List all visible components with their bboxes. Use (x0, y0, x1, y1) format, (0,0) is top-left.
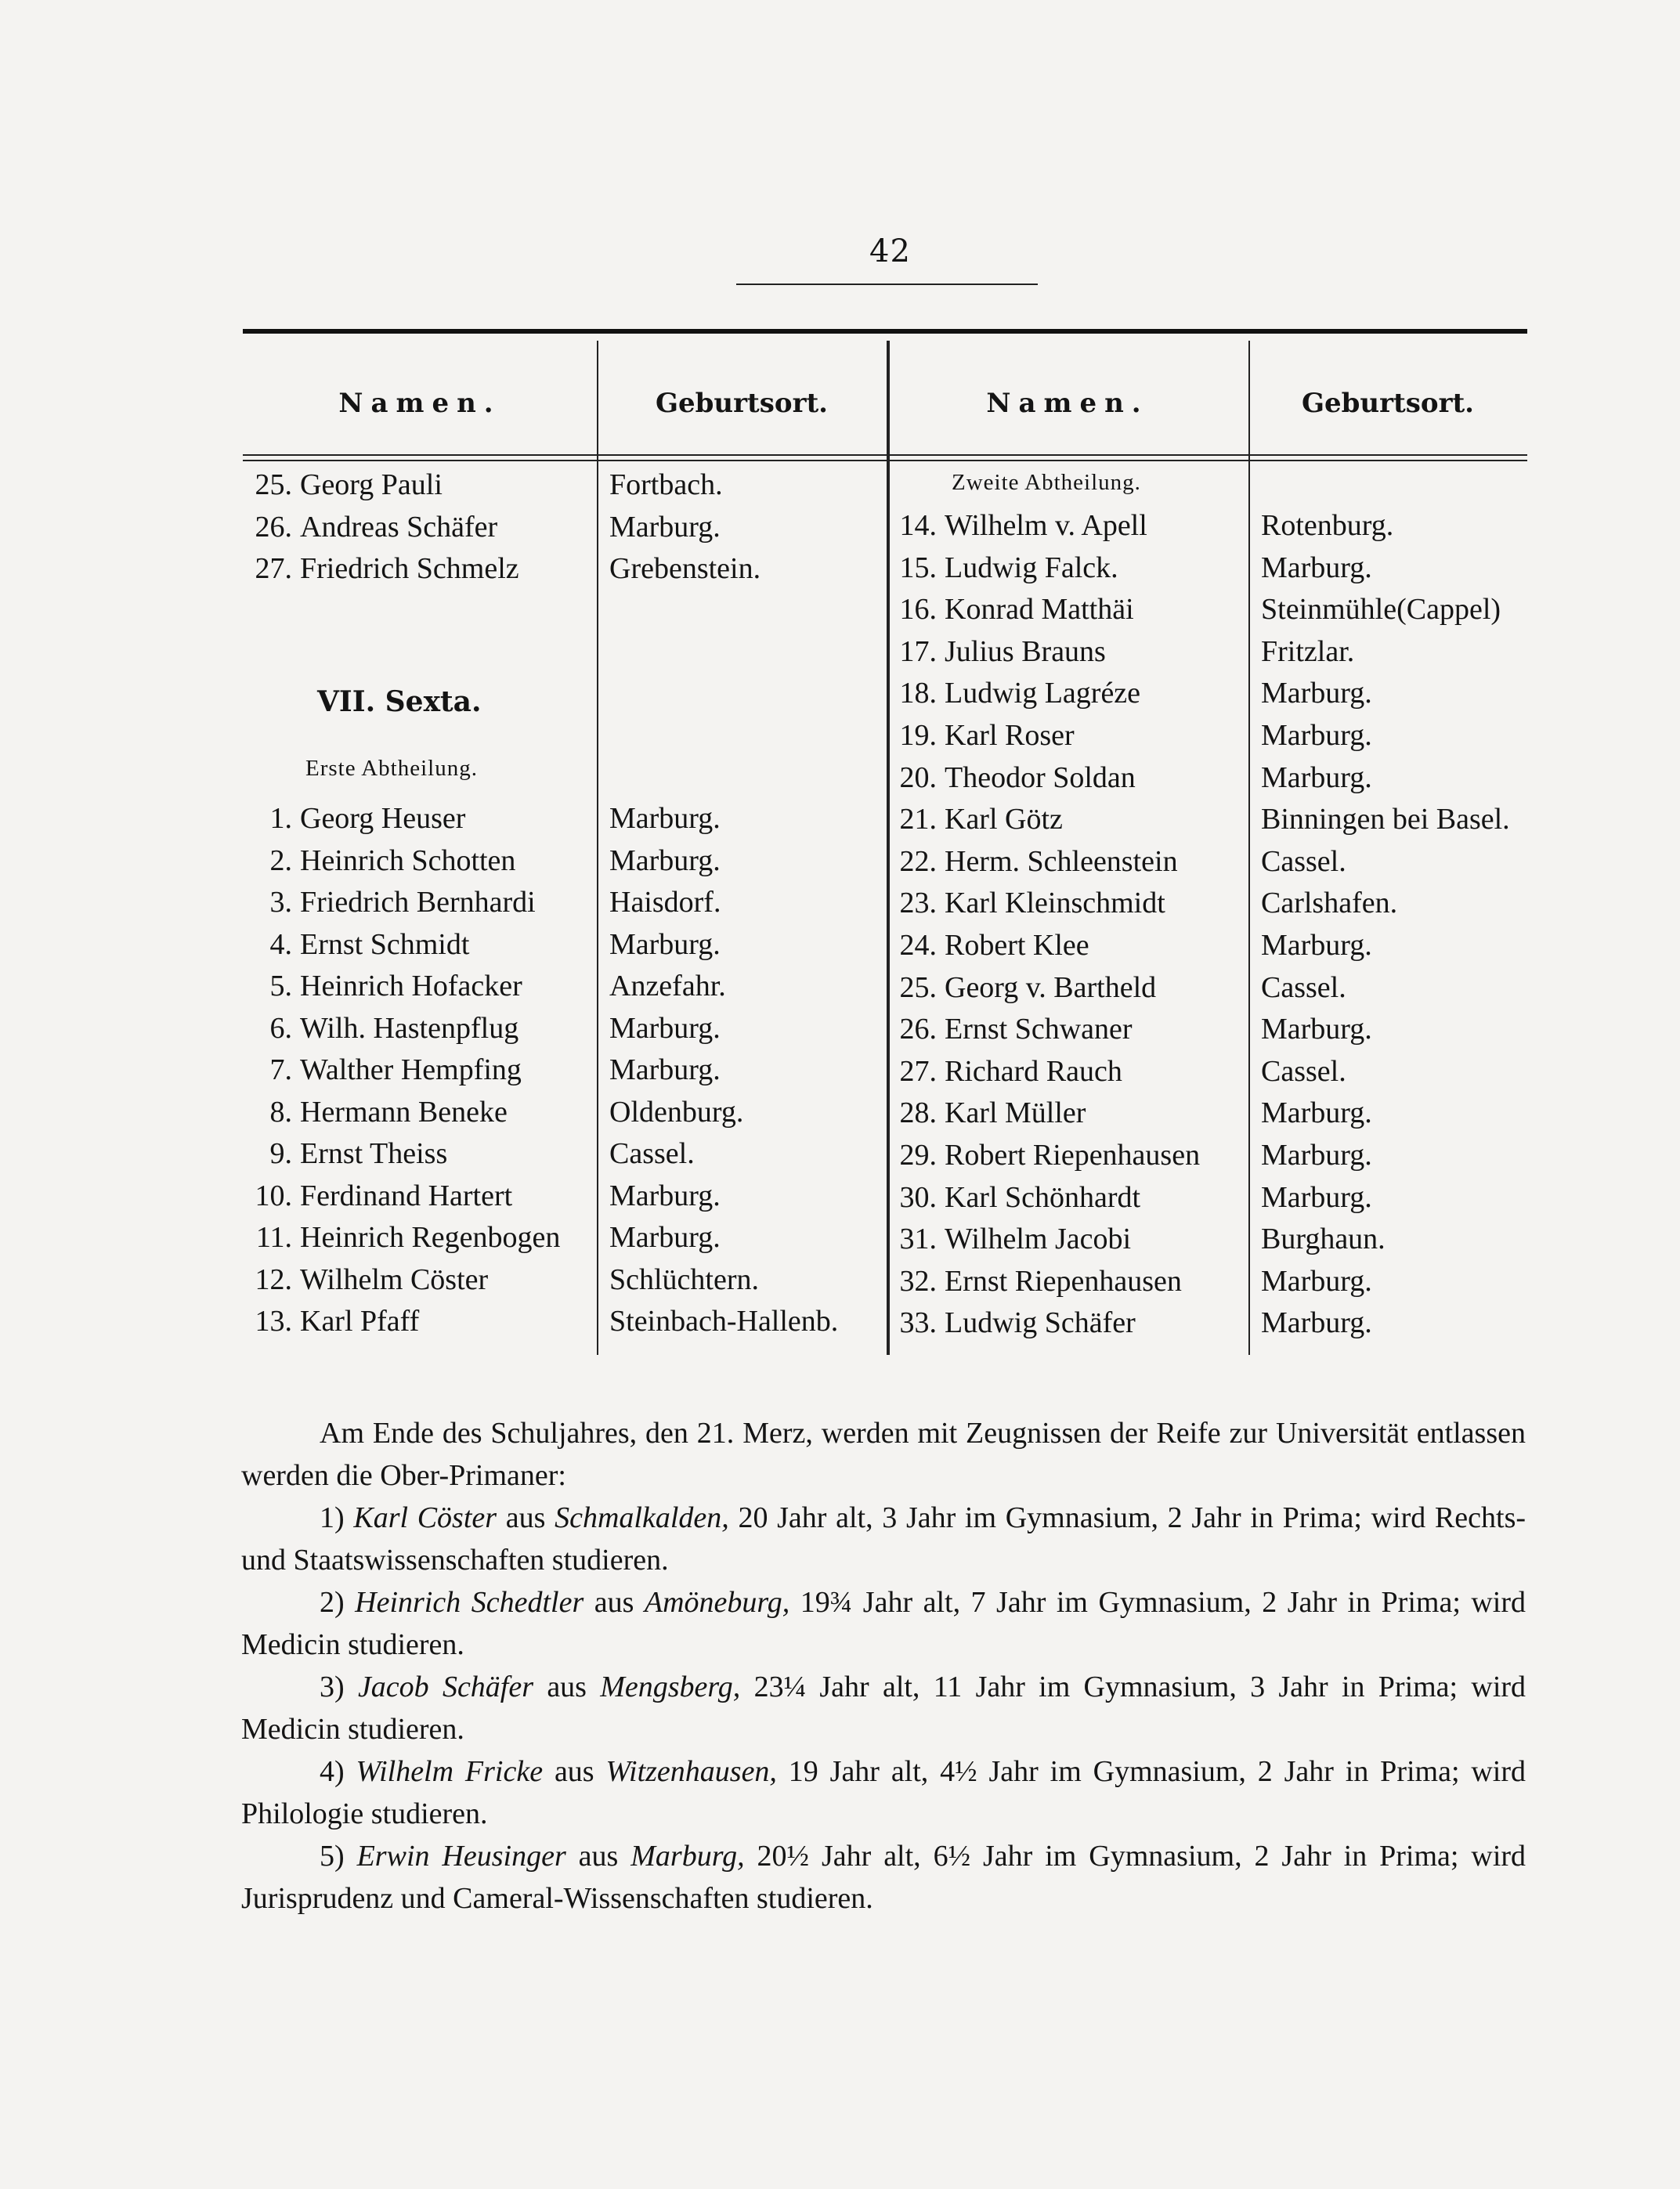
table-row (883, 1134, 1200, 1176)
student-name: Robert Riepenhausen (945, 1139, 1201, 1172)
row-number: 25. (899, 970, 937, 1004)
birthplace: Fortbach. (609, 468, 723, 501)
student-name: Wilhelm Cöster (300, 1262, 489, 1296)
row-number: 20. (899, 760, 937, 794)
row-number: 13. (255, 1305, 292, 1338)
row-number: 2. (269, 843, 292, 877)
student-name: Friedrich Schmelz (300, 552, 519, 585)
section-subtitle: Erste Abtheilung. (305, 756, 478, 781)
table-row (883, 672, 1140, 714)
row-number: 17. (899, 634, 937, 668)
student-name: Karl Pfaff (300, 1305, 420, 1338)
row-number: 32. (899, 1264, 937, 1298)
hometown: Amöneburg, (644, 1586, 790, 1619)
table-row (883, 966, 1156, 1009)
table-row (239, 923, 469, 966)
graduate-details: 20 Jahr alt, 3 Jahr im Gymnasium, 2 Jahr in Prima; wird Rechts- und Staatswissenschaften studieren. (241, 1501, 1526, 1577)
student-name: Georg v. Bartheld (945, 970, 1157, 1004)
hometown: Mengsberg, (600, 1671, 741, 1703)
graduate-name: Heinrich Schedtler (355, 1586, 584, 1619)
graduate-details: 23¼ Jahr alt, 11 Jahr im Gymnasium, 3 Jahr in Prima; wird Medicin studieren. (241, 1671, 1526, 1746)
row-number: 6. (269, 1011, 292, 1045)
birthplace: Marburg. (1261, 719, 1372, 752)
graduate-number: 4) (320, 1755, 345, 1788)
graduate-entry (241, 1497, 1526, 1581)
student-name: Karl Müller (945, 1096, 1086, 1130)
column-divider (597, 341, 598, 1355)
graduate-entry (241, 1835, 1526, 1920)
table-row (883, 1218, 1131, 1260)
birthplace: Marburg. (1261, 1306, 1372, 1340)
graduate-entry (241, 1581, 1526, 1666)
student-name: Heinrich Hofacker (300, 970, 522, 1002)
birthplace: Marburg. (609, 1053, 721, 1086)
student-name: Ernst Schwaner (945, 1013, 1133, 1046)
birthplace: Oldenburg. (609, 1095, 744, 1129)
student-name: Wilhelm Jacobi (945, 1223, 1132, 1256)
graduate-name: Jacob Schäfer (357, 1671, 534, 1703)
graduate-number: 5) (320, 1840, 345, 1873)
table-row (239, 1259, 488, 1301)
birthplace: Marburg. (1261, 929, 1372, 962)
table-row (239, 1216, 560, 1259)
row-number: 29. (899, 1139, 937, 1172)
student-name: Ferdinand Hartert (300, 1179, 513, 1212)
table-row (883, 1050, 1122, 1093)
page-number-rule (736, 284, 1038, 285)
table-row (883, 714, 1075, 757)
graduate-entry (241, 1666, 1526, 1750)
birthplace: Steinmühle(Cappel) (1261, 593, 1501, 627)
table-row (883, 1260, 1182, 1302)
student-name: Andreas Schäfer (300, 510, 498, 544)
row-number: 19. (899, 719, 937, 752)
row-number: 12. (255, 1262, 292, 1296)
table-row (239, 1007, 518, 1049)
birthplace: Anzefahr. (609, 970, 726, 1002)
connector-word: aus (505, 1501, 546, 1534)
student-name: Theodor Soldan (945, 760, 1136, 794)
row-number: 27. (899, 1054, 937, 1088)
row-number: 7. (269, 1053, 292, 1086)
table-row (239, 1091, 508, 1133)
student-name: Wilh. Hastenpflug (300, 1011, 519, 1045)
intro-text: Am Ende des Schuljahres, den 21. Merz, werden mit Zeugnissen der Reife zur Universität entlassen werden die Ober-Primaner: (241, 1417, 1526, 1492)
page-number: 42 (869, 233, 911, 269)
header-rule (243, 460, 1527, 461)
row-number: 23. (899, 887, 937, 920)
table-row (883, 1176, 1140, 1219)
table-row (883, 504, 1147, 547)
graduate-number: 2) (320, 1586, 345, 1619)
table-row (239, 881, 536, 923)
birthplace: Marburg. (609, 927, 721, 961)
graduate-name: Erwin Heusinger (356, 1840, 566, 1873)
student-name: Georg Pauli (300, 468, 443, 501)
birthplace: Marburg. (1261, 1264, 1372, 1298)
column-header-birthplace: Geburtsort. (655, 388, 829, 419)
student-name: Ernst Schmidt (300, 927, 470, 961)
birthplace: Marburg. (1261, 1139, 1372, 1172)
row-number: 16. (899, 593, 937, 627)
section-title: VII. Sexta. (317, 685, 482, 718)
student-name: Robert Klee (945, 929, 1089, 962)
row-number: 9. (269, 1137, 292, 1170)
birthplace: Marburg. (609, 802, 721, 835)
table-row (883, 1302, 1136, 1344)
row-number: 33. (899, 1306, 937, 1340)
birthplace: Marburg. (609, 1011, 721, 1045)
row-number: 26. (899, 1013, 937, 1046)
header-rule (243, 454, 1527, 456)
intro-paragraph (241, 1412, 1526, 1497)
row-number: 18. (899, 677, 937, 710)
birthplace: Haisdorf. (609, 886, 721, 919)
birthplace: Marburg. (1261, 551, 1372, 584)
table-row (239, 1049, 522, 1091)
table-row (239, 1132, 447, 1175)
table-row (239, 797, 465, 840)
birthplace: Marburg. (1261, 1096, 1372, 1130)
column-divider (1248, 341, 1250, 1355)
graduate-details: 19¾ Jahr alt, 7 Jahr im Gymnasium, 2 Jahr in Prima; wird Medicin studieren. (241, 1586, 1526, 1661)
row-number: 26. (255, 510, 292, 544)
graduate-name: Karl Cöster (353, 1501, 497, 1534)
student-table (243, 329, 1527, 1339)
student-name: Richard Rauch (945, 1054, 1122, 1088)
row-number: 30. (899, 1180, 937, 1214)
row-number: 25. (255, 468, 292, 501)
column-header-birthplace: Geburtsort. (1301, 388, 1475, 419)
row-number: 4. (269, 927, 292, 961)
birthplace: Marburg. (1261, 760, 1372, 794)
birthplace: Fritzlar. (1261, 634, 1355, 668)
table-row (239, 547, 519, 590)
student-name: Karl Götz (945, 803, 1063, 836)
graduate-number: 1) (320, 1501, 345, 1534)
student-name: Ludwig Schäfer (945, 1306, 1136, 1340)
section-subtitle: Zweite Abtheilung. (952, 470, 1141, 495)
birthplace: Carlshafen. (1261, 887, 1398, 920)
student-name: Friedrich Bernhardi (300, 886, 536, 919)
row-number: 21. (899, 803, 937, 836)
row-number: 27. (255, 552, 292, 585)
student-name: Ludwig Lagréze (945, 677, 1141, 710)
birthplace: Marburg. (609, 1221, 721, 1254)
table-row (883, 1008, 1133, 1050)
student-name: Hermann Beneke (300, 1095, 508, 1129)
student-name: Julius Brauns (945, 634, 1106, 668)
birthplace: Cassel. (609, 1137, 695, 1170)
row-number: 8. (269, 1095, 292, 1129)
table-row (239, 965, 522, 1007)
birthplace: Cassel. (1261, 844, 1346, 878)
row-number: 1. (269, 802, 292, 835)
table-row (883, 840, 1178, 883)
birthplace: Grebenstein. (609, 552, 761, 585)
row-number: 3. (269, 886, 292, 919)
table-row (239, 464, 443, 506)
student-name: Heinrich Regenbogen (300, 1221, 561, 1254)
connector-word: aus (547, 1671, 587, 1703)
table-row (883, 798, 1063, 840)
birthplace: Marburg. (1261, 1013, 1372, 1046)
student-name: Herm. Schleenstein (945, 844, 1178, 878)
table-row (883, 547, 1118, 589)
student-name: Wilhelm v. Apell (945, 509, 1147, 542)
birthplace: Cassel. (1261, 1054, 1346, 1088)
birthplace: Steinbach-Hallenb. (609, 1305, 839, 1338)
row-number: 24. (899, 929, 937, 962)
row-number: 22. (899, 844, 937, 878)
table-row (239, 1175, 512, 1217)
table-row (239, 506, 497, 548)
student-name: Ludwig Falck. (945, 551, 1118, 584)
connector-word: aus (594, 1586, 634, 1619)
student-name: Ernst Theiss (300, 1137, 448, 1170)
student-name: Karl Schönhardt (945, 1180, 1141, 1214)
birthplace: Marburg. (609, 843, 721, 877)
birthplace: Marburg. (609, 510, 721, 544)
table-row (883, 882, 1165, 924)
table-row (883, 1092, 1086, 1134)
column-header-names: Namen. (338, 388, 501, 419)
hometown: Witzenhausen, (605, 1755, 777, 1788)
student-name: Konrad Matthäi (945, 593, 1134, 627)
column-header-names: Namen. (986, 388, 1149, 419)
student-name: Heinrich Schotten (300, 843, 516, 877)
row-number: 28. (899, 1096, 937, 1130)
row-number: 14. (899, 509, 937, 542)
row-number: 11. (255, 1221, 292, 1254)
table-row (239, 840, 515, 882)
table-row (883, 924, 1089, 966)
table-row (239, 1300, 419, 1342)
birthplace: Cassel. (1261, 970, 1346, 1004)
table-row (883, 588, 1134, 630)
connector-word: aus (554, 1755, 594, 1788)
table-top-rule (243, 329, 1527, 334)
birthplace: Marburg. (1261, 1180, 1372, 1214)
birthplace: Marburg. (609, 1179, 721, 1212)
graduate-name: Wilhelm Fricke (356, 1755, 544, 1788)
birthplace: Binningen bei Basel. (1261, 803, 1510, 836)
table-row (883, 757, 1136, 799)
student-name: Walther Hempfing (300, 1053, 522, 1086)
student-name: Karl Roser (945, 719, 1075, 752)
student-name: Ernst Riepenhausen (945, 1264, 1182, 1298)
graduate-entry (241, 1750, 1526, 1835)
connector-word: aus (578, 1840, 619, 1873)
birthplace: Schlüchtern. (609, 1262, 760, 1296)
student-name: Karl Kleinschmidt (945, 887, 1165, 920)
table-row (883, 630, 1106, 673)
graduate-details: 19 Jahr alt, 4½ Jahr im Gymnasium, 2 Jahr in Prima; wird Philologie studieren. (241, 1755, 1526, 1830)
graduate-number: 3) (320, 1671, 345, 1703)
birthplace: Marburg. (1261, 677, 1372, 710)
hometown: Marburg, (630, 1840, 745, 1873)
student-name: Georg Heuser (300, 802, 466, 835)
birthplace: Burghaun. (1261, 1223, 1386, 1256)
hometown: Schmalkalden, (555, 1501, 729, 1534)
graduate-details: 20½ Jahr alt, 6½ Jahr im Gymnasium, 2 Jahr in Prima; wird Jurisprudenz und Cameral-Wissenschaften studieren. (241, 1840, 1526, 1915)
birthplace: Rotenburg. (1261, 509, 1394, 542)
row-number: 10. (255, 1179, 292, 1212)
row-number: 15. (899, 551, 937, 584)
row-number: 5. (269, 970, 292, 1002)
row-number: 31. (899, 1223, 937, 1256)
